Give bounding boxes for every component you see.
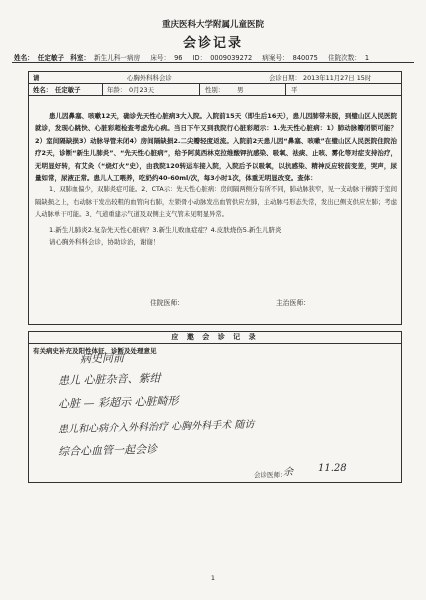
urgency-level: 平 — [291, 86, 298, 94]
handwriting-line: 心脏 — 彩超示 心脏畸形 — [57, 394, 179, 411]
resident-signature-label: 住院医师： — [150, 299, 184, 307]
patient-name-label: 姓名： — [33, 86, 53, 94]
age-label: 年龄： — [107, 86, 127, 94]
case-label: 病案号： — [262, 54, 289, 62]
case-number: 840075 — [292, 54, 318, 62]
visits-label: 住院次数： — [327, 54, 361, 62]
consult-time-label: 会诊日期： — [269, 74, 301, 82]
please-label: 请 — [33, 74, 40, 82]
reply-date: 11.28 — [318, 463, 347, 474]
document-title: 会诊记录 — [182, 36, 243, 51]
handwriting-line: 患儿和心病介入外科治疗 心胸外科手术 随访 — [57, 419, 255, 436]
bed-number: 96 — [174, 54, 183, 62]
id-label: ID： — [192, 54, 207, 62]
patient-name-cell: 任定敏子 — [55, 86, 81, 94]
history-paragraph: 患儿因鼻塞、咳嗽12天，确诊先天性心脏病3大入院。入院前15天（即生后16天），患儿因肺带未脱，到璧山区人民医院就诊，发现心跳快、心脏彩超检查考虑先心病。当日下午又到我院行心脏彩超示：1.先天性心脏病：1）肺动脉瓣闭锁可能？2）室间隔缺损3）动脉导管未闭4）房间隔缺损2.二尖瓣轻度返流。入院前2天患儿因“鼻塞、咳嗽”在璧山区人民医院住院治疗2天，诊断“新生儿肺炎”、“先天性心脏病”，给予阿莫西林克拉维酸钾抗感染、吸氧、祛痰、止咳、雾化等对症支持治疗，无明显好转，有艾灸（“烧灯火”史），由我院120转运车接入院，入院后予以吸氧，以抗感染、精神反应较前变差，哭声，尿量如常，尿液正常。患儿人工喂养，吃奶约40-60ml/次，每3小时1次，体重无明显改变。查体： — [35, 112, 397, 183]
bed-label: 床号： — [150, 54, 171, 62]
consultant-signature: 余 — [283, 467, 293, 478]
header-rule — [12, 62, 414, 63]
request-body — [35, 110, 397, 248]
patient-id: 0009039272 — [210, 54, 253, 62]
patient-name: 任定敏子 — [37, 54, 65, 62]
consultant-signature-label: 会诊医师： — [254, 471, 287, 479]
exam-paragraph: 1、双肺血偏少，双肺炎症可能。2、CTA示：先天性心脏病：房间隔两侧分有所不同，肺动脉狭窄，见一支动脉干横跨于室间隔缺损之上，右动脉干发出较粗的血管向右肺，左锁骨小动脉发出血管供应左肺，主动脉弓形态失常，发出已侧支供应左肺；考虑人动脉单干可能。3、气道重建示气道及双侧主支气管未见明显异常。 — [35, 186, 397, 219]
request-row — [29, 72, 401, 84]
patient-info-line — [14, 52, 414, 62]
reply-header: 应 邀 会 诊 记 录 — [29, 332, 401, 344]
name-label: 姓名： — [14, 54, 34, 62]
diagnosis-line: 1.新生儿肺炎2.复杂先天性心脏病？3.新生儿败血症症？4.皮肤烧伤5.新生儿脐炎 — [49, 225, 282, 234]
handwriting-line: 综合心血管一起会诊 — [57, 442, 158, 459]
visit-count: 1 — [364, 54, 370, 62]
handwriting-line: 病史同前 — [79, 351, 125, 366]
consult-request-box — [28, 71, 402, 325]
consult-department: 心胸外科科会诊 — [127, 74, 172, 82]
attending-signature-label: 主治医师： — [276, 299, 310, 307]
page-number: 1 — [210, 574, 216, 582]
dept-label: 科室： — [70, 54, 91, 62]
patient-row — [29, 84, 401, 96]
sex-label: 性别： — [205, 86, 225, 94]
patient-age: 0月23天 — [129, 86, 154, 94]
handwriting-line: 患儿 心脏杂音、紫绀 — [57, 371, 161, 388]
hospital-name: 重庆医科大学附属儿童医院 — [161, 20, 264, 30]
reply-subheader: 有关病史补充及阳性体征、诊断及处理意见 — [33, 347, 157, 355]
patient-sex: 男 — [237, 86, 244, 94]
request-line: 请心胸外科科会诊，协助诊治，谢谢！ — [49, 238, 160, 247]
consult-time: 2013年11月27日 15时 — [303, 74, 372, 82]
department: 新生儿科一病房 — [94, 54, 141, 62]
